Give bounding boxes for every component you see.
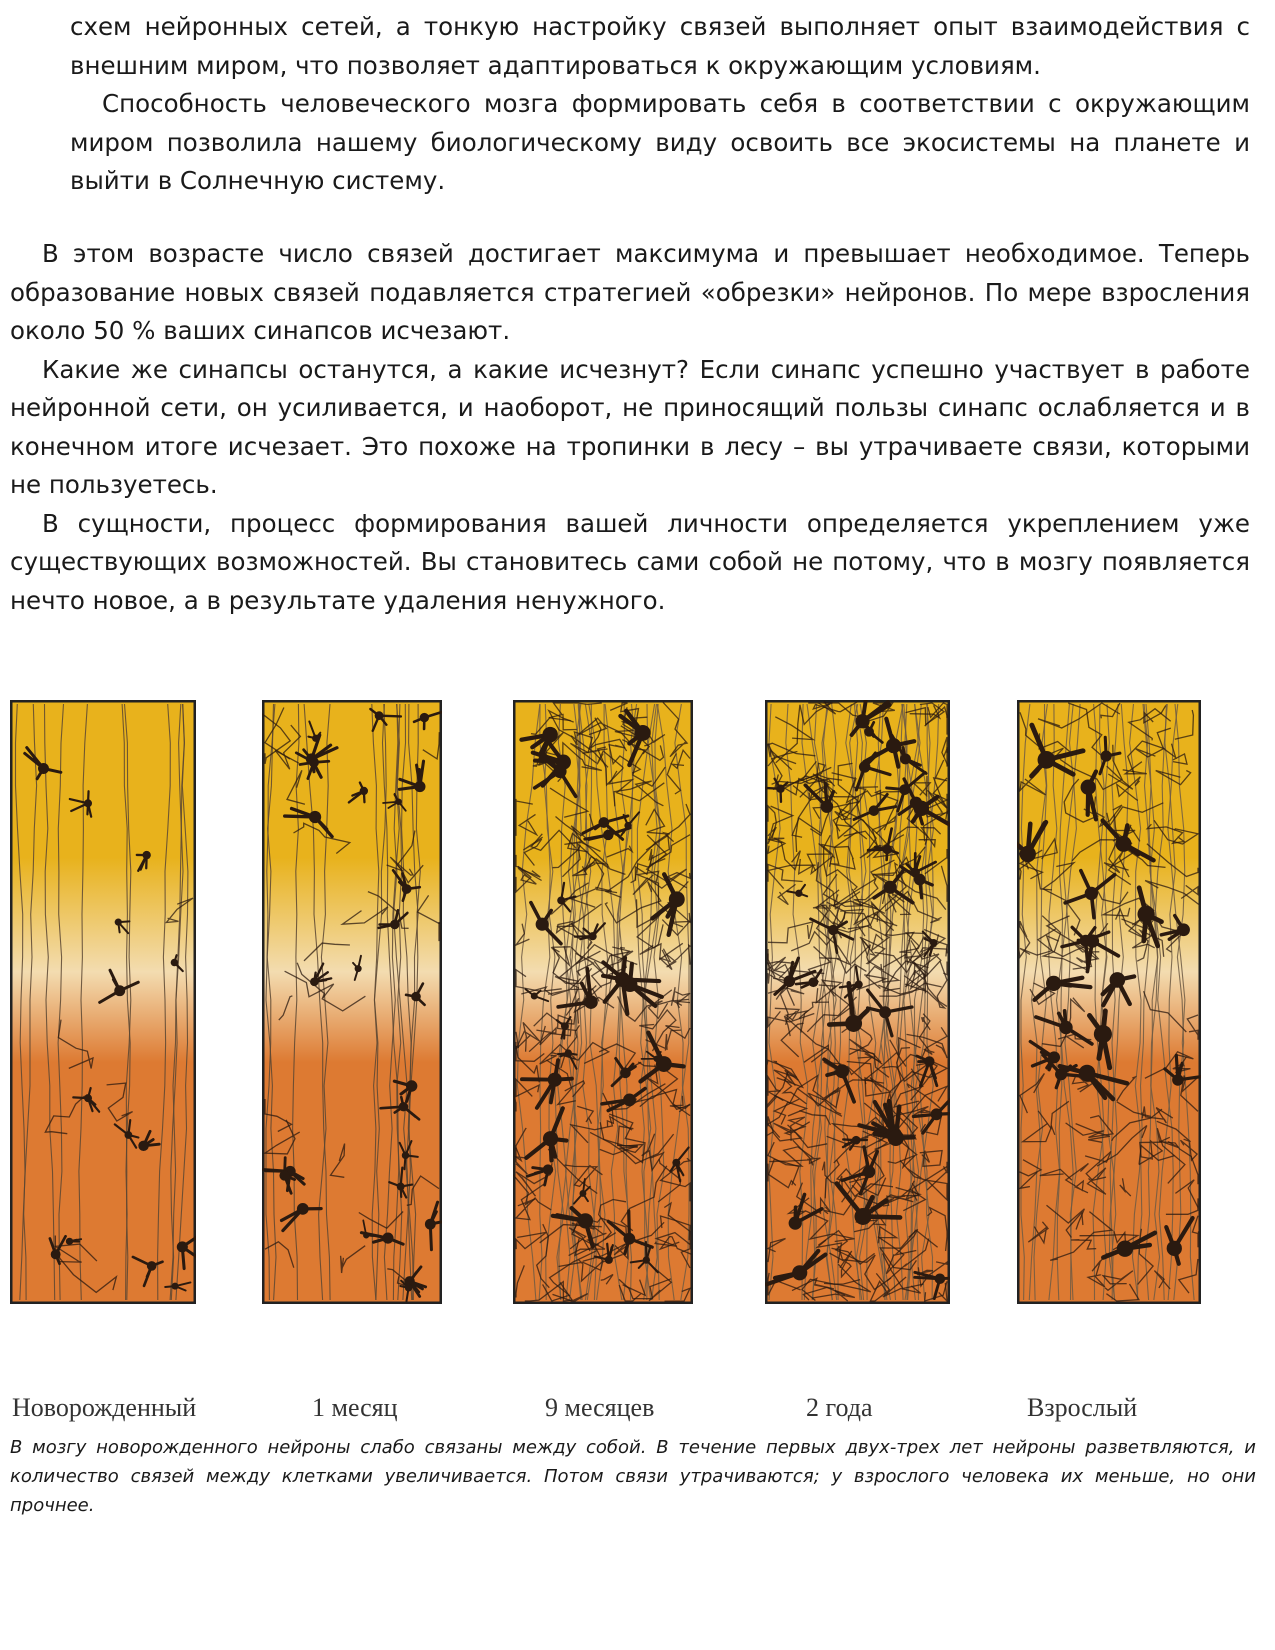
neuron-body xyxy=(1080,935,1092,947)
figure-caption: В мозгу новорожденного нейроны слабо связаны между собой. В течение первых двух-трех лет нейроны разветвляются, и количество связей между клетками увеличивается. Потом связи утрачиваются; у взрослого человека их меньше, но они прочнее. xyxy=(10,1437,1256,1516)
main-text xyxy=(10,235,1250,620)
neuron-body xyxy=(543,1131,558,1146)
label-9-months: 9 месяцев xyxy=(545,1393,655,1422)
quote-paragraph-1: схем нейронных сетей, а тонкую настройку связей выполняет опыт взаимодействия с внешним миром, что позволяет адаптироваться к окружающим условиям. xyxy=(70,12,1250,80)
neuron-body xyxy=(828,925,838,935)
body-paragraph-1: В этом возрасте число связей достигает максимума и превышает необходимое. Теперь образование новых связей подавляется стратегией «обрезки» нейронов. По мере взросления около 50 % ваших синапсов исчезают. xyxy=(10,239,1250,345)
neuron-body xyxy=(864,727,874,737)
neuron-body xyxy=(406,1080,417,1091)
neuron-body xyxy=(142,851,150,859)
neuron-body xyxy=(605,1256,613,1264)
neuron-body xyxy=(557,896,565,904)
neuron-body xyxy=(623,1094,636,1107)
neuron-body xyxy=(579,1190,586,1197)
neuron-body xyxy=(66,1238,73,1245)
neuron-body xyxy=(565,1049,572,1056)
neuron-body xyxy=(808,977,818,987)
neuron-body xyxy=(1055,1068,1067,1080)
neuron-body xyxy=(615,972,630,987)
neuron-body xyxy=(669,891,685,907)
neuron-body xyxy=(869,805,880,816)
neuron-body xyxy=(360,787,368,795)
neuron-body xyxy=(935,1273,946,1284)
neuron-body xyxy=(355,965,362,972)
neuron-body xyxy=(536,918,549,931)
neuron-body xyxy=(643,1256,650,1263)
neuron-body xyxy=(624,1233,636,1245)
neuron-body xyxy=(1137,906,1154,923)
neuron-body xyxy=(363,1232,369,1238)
neuron-body xyxy=(578,1213,593,1228)
neuron-body xyxy=(310,978,319,987)
panel-newborn xyxy=(10,700,196,1304)
neuron-body xyxy=(672,1159,680,1167)
neuron-body xyxy=(795,890,802,897)
neuron-body xyxy=(821,800,833,812)
neuron-body xyxy=(177,1241,188,1252)
neuron-body xyxy=(879,1006,891,1018)
panel-1-month xyxy=(262,700,442,1304)
neuron-body xyxy=(1081,780,1096,795)
neuron-body xyxy=(930,939,938,947)
neuron-body xyxy=(855,980,863,988)
neuron-body xyxy=(899,784,910,795)
neuron-body xyxy=(420,713,429,722)
body-paragraph-2: Какие же синапсы останутся, а какие исчезнут? Если синапс успешно участвует в работе нейронной сети, он усиливается, и наоборот, не приносящий пользы синапс ослабляется и в конечном итоге исчезает. Это похоже на тропинки в лесу – вы утрачиваете связи, которыми не пользуетесь. xyxy=(10,354,1250,499)
label-2-years: 2 года xyxy=(806,1393,873,1422)
neuron-body xyxy=(382,1232,393,1243)
neuron-body xyxy=(1167,1241,1182,1256)
neuron-body xyxy=(1177,923,1190,936)
neuron-body xyxy=(1172,1074,1183,1085)
neuron-body xyxy=(124,1131,132,1139)
neuron-body xyxy=(859,761,870,772)
neuron-body xyxy=(548,1073,562,1087)
neuron-body xyxy=(914,874,926,886)
neuron-body xyxy=(635,725,651,741)
neuron-body xyxy=(84,799,92,807)
panel-adult xyxy=(1017,700,1201,1304)
neuron-body xyxy=(931,1108,943,1120)
neuron-body xyxy=(910,797,922,809)
neuron-body xyxy=(306,753,318,765)
panel-9-months xyxy=(513,700,693,1304)
neuron-body xyxy=(1094,1025,1112,1043)
quote-block xyxy=(70,8,1250,201)
neuron-body xyxy=(114,985,125,996)
neuron-body xyxy=(776,785,785,794)
neuron-body xyxy=(882,845,892,855)
neuron-body xyxy=(1059,1021,1072,1034)
neuron-body xyxy=(38,763,49,774)
neuron-body xyxy=(924,1056,934,1066)
neuron-body xyxy=(147,1261,157,1271)
neuron-body xyxy=(390,920,399,929)
neuron-body xyxy=(1110,972,1126,988)
label-adult: Взрослый xyxy=(1027,1393,1138,1422)
neuron-body xyxy=(584,995,598,1009)
neuron-body xyxy=(171,959,178,966)
neuron-body xyxy=(1085,887,1098,900)
neuron-body xyxy=(279,1170,289,1180)
neuron-body xyxy=(399,1102,408,1111)
neuron-body xyxy=(789,1217,802,1230)
neuron-body xyxy=(1046,976,1061,991)
neuron-body xyxy=(599,817,610,828)
panel-2-years xyxy=(765,700,950,1304)
neuron-body xyxy=(425,1219,436,1230)
neuron-body xyxy=(402,884,412,894)
neuron-body xyxy=(553,765,566,778)
neuron-body xyxy=(375,711,384,720)
neuron-body xyxy=(624,822,631,829)
neuron-body xyxy=(620,1068,631,1079)
neuron-development-figure xyxy=(0,700,1275,1420)
body-paragraph-3: В сущности, процесс формирования вашей личности определяется укреплением уже существующих возможностей. Вы становитесь сами собой не потому, что в мозгу появляется нечто новое, а в результате удаления ненужного. xyxy=(10,508,1250,615)
neuron-body xyxy=(138,1141,148,1151)
neuron-body xyxy=(1101,751,1112,762)
neuron-body xyxy=(656,1056,672,1072)
neuron-body xyxy=(543,1164,553,1174)
neuron-body xyxy=(1020,846,1036,862)
neuron-body xyxy=(1115,836,1131,852)
neuron-body xyxy=(854,1208,871,1225)
neuron-body xyxy=(172,1283,179,1290)
neuron-body xyxy=(405,1284,412,1291)
quote-paragraph-2: Способность человеческого мозга формировать себя в соответствии с окружающим миром позволила нашему биологическому виду освоить все экосистемы на планете и выйти в Солнечную систему. xyxy=(70,89,1250,195)
neuron-body xyxy=(395,798,402,805)
figure-labels xyxy=(0,1393,1275,1427)
neuron-body xyxy=(402,1152,409,1159)
neuron-body xyxy=(863,1166,875,1178)
neuron-body xyxy=(1117,1240,1133,1256)
neuron-body xyxy=(884,881,897,894)
neuron-body xyxy=(589,932,597,940)
neuron-body xyxy=(835,1064,849,1078)
neuron-body xyxy=(397,1183,405,1191)
neuron-body xyxy=(1079,1065,1096,1082)
label-newborn: Новорожденный xyxy=(12,1393,197,1422)
neuron-body xyxy=(531,993,538,1000)
neuron-body xyxy=(309,811,321,823)
neuron-body xyxy=(1038,751,1056,769)
neuron-body xyxy=(115,919,122,926)
neuron-body xyxy=(900,753,911,764)
neuron-body xyxy=(852,1136,861,1145)
neuron-body xyxy=(784,975,796,987)
neuron-body xyxy=(414,781,425,792)
label-1-month: 1 месяц xyxy=(312,1393,398,1422)
neuron-body xyxy=(84,1094,92,1102)
neuron-body xyxy=(792,1265,807,1280)
neuron-body xyxy=(297,1203,309,1215)
neuron-body xyxy=(561,1022,569,1030)
neuron-body xyxy=(51,1249,61,1259)
neuron-body xyxy=(845,1015,862,1032)
neuron-body xyxy=(888,1130,904,1146)
neuron-body xyxy=(411,992,421,1002)
